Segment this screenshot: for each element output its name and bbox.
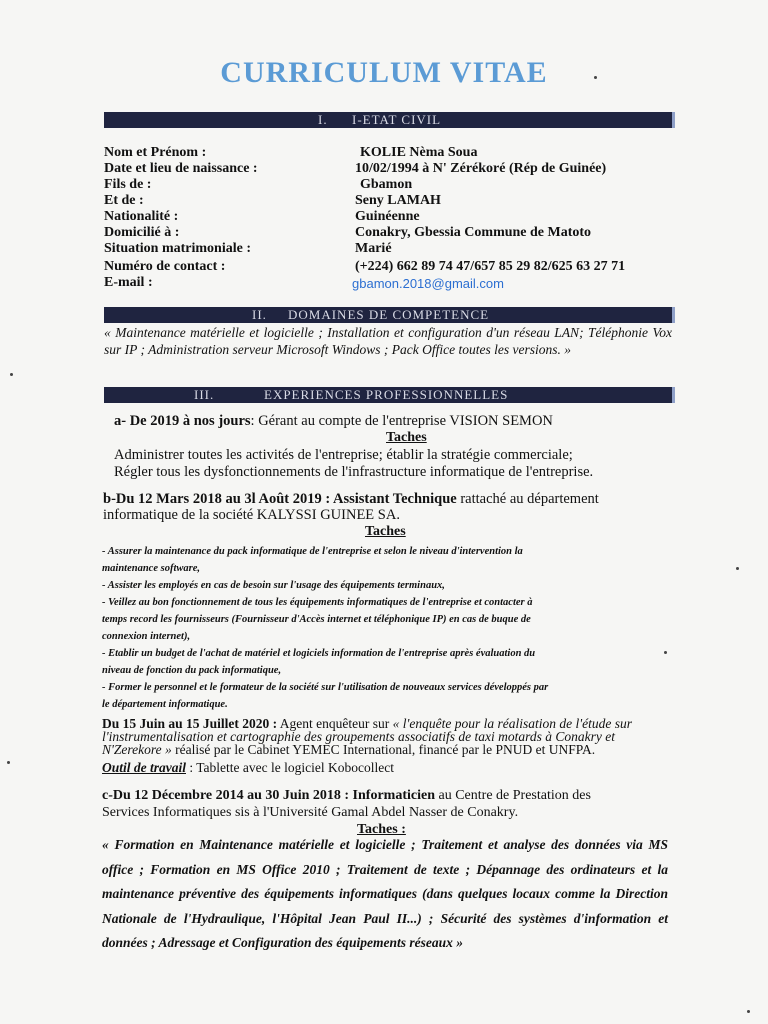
scan-speck: [736, 567, 739, 570]
scan-speck: [664, 651, 667, 654]
label-naissance: Date et lieu de naissance :: [104, 161, 258, 176]
scan-speck: [10, 373, 13, 376]
label-et-de: Et de :: [104, 193, 144, 208]
label-email: E-mail :: [104, 275, 153, 290]
section-title: EXPERIENCES PROFESSIONNELLES: [264, 387, 509, 402]
scan-speck: [7, 761, 10, 764]
value-et-de: Seny LAMAH: [355, 193, 441, 208]
label-nom: Nom et Prénom :: [104, 145, 207, 160]
experience-enqueteur: [102, 717, 672, 756]
value-contact: (+224) 662 89 74 47/657 85 29 82/625 63 27 71: [355, 259, 626, 274]
section-header-experiences: [104, 387, 675, 403]
label-situation: Situation matrimoniale :: [104, 241, 251, 256]
experience-b-task-line: - Etablir un budget de l'achat de matériel et logiciels information de l'entreprise après évaluation du: [102, 648, 536, 659]
label-domicile: Domicilié à :: [104, 225, 180, 240]
value-domicile: Conakry, Gbessia Commune de Matoto: [355, 225, 592, 240]
value-email-link[interactable]: gbamon.2018@gmail.com: [352, 276, 504, 291]
experience-b-dates-role: b-Du 12 Mars 2018 au 3l Août 2019 : Assistant Technique: [103, 491, 457, 507]
experience-a-role: : Gérant au compte de l'entreprise VISION SEMON: [250, 413, 553, 429]
value-fils-de: Gbamon: [360, 177, 413, 192]
experience-b-task-line: niveau de fonction du pack informatique,: [102, 665, 282, 676]
experience-enqueteur-details: réalisé par le Cabinet YEMEC International, financé par le PNUD et UNFPA.: [171, 742, 596, 757]
experience-c-taches-label: Taches :: [357, 822, 406, 837]
experience-a-task-1: Administrer toutes les activités de l'entreprise; établir la stratégie commerciale;: [114, 447, 573, 463]
value-nom: KOLIE Nèma Soua: [360, 145, 478, 160]
experience-b-task-line: - Assister les employés en cas de besoin sur l'usage des équipements terminaux,: [102, 580, 445, 591]
section-number: I.: [318, 112, 328, 127]
experience-b-task-line: - Veillez au bon fonctionnement de tous les équipements informatiques de l'entreprise et contacter à: [102, 597, 533, 608]
label-contact: Numéro de contact :: [104, 259, 226, 274]
experience-b-heading: [103, 491, 599, 508]
experience-a-heading: [114, 413, 553, 430]
section-title: DOMAINES DE COMPETENCE: [288, 307, 490, 322]
value-nationalite: Guinéenne: [355, 209, 420, 224]
scan-speck: [747, 1010, 750, 1013]
label-fils-de: Fils de :: [104, 177, 152, 192]
value-situation: Marié: [355, 241, 392, 256]
section-number: III.: [194, 387, 215, 402]
experience-b-task-line: - Assurer la maintenance du pack informatique de l'entreprise et selon le niveau d'intervention la: [102, 546, 523, 557]
section-header-competences: [104, 307, 675, 323]
tool-value: : Tablette avec le logiciel Kobocollect: [186, 760, 394, 775]
experience-c-dates-role: c-Du 12 Décembre 2014 au 30 Juin 2018 : Informaticien: [102, 788, 435, 803]
section-number: II.: [252, 307, 267, 322]
experience-b-task-line: maintenance software,: [102, 563, 201, 574]
section-title: I-ETAT CIVIL: [352, 112, 442, 127]
experience-b-taches-label: Taches: [365, 524, 406, 539]
competences-text: « Maintenance matérielle et logicielle ; Installation et configuration d'un réseau LAN; Téléphonie Vox sur IP ; Administration serveur Microsoft Windows ; Pack Office toutes les versions. »: [104, 325, 672, 357]
section-header-etat-civil: [104, 112, 675, 128]
experience-b-task-line: temps record les fournisseurs (Fournisseur d'Accès internet et téléphonique IP) en cas de buque de: [102, 614, 531, 625]
experience-b-dept: rattaché au département: [456, 491, 599, 507]
document-title: CURRICULUM VITAE: [220, 56, 548, 89]
value-naissance: 10/02/1994 à N' Zérékoré (Rép de Guinée): [355, 161, 607, 176]
tool-label: Outil de travail: [102, 760, 186, 775]
experience-enqueteur-study: « l'enquête pour la réalisation de l'étude sur l'instrumentalisation et cartographie des groupements associatifs de taxi motards à Conakry et N'Zerekore »: [102, 716, 632, 757]
experience-b-task-line: - Former le personnel et le formateur de la société sur l'utilisation de nouveaux services développés par: [102, 682, 549, 693]
experience-enqueteur-tool: [102, 759, 394, 776]
scan-speck: [594, 76, 597, 79]
experience-b-company: informatique de la société KALYSSI GUINEE SA.: [103, 507, 400, 523]
experience-enqueteur-role: Agent enquêteur sur: [277, 716, 393, 731]
experience-c-center: au Centre de Prestation des: [435, 788, 591, 803]
experience-a-task-2: Régler tous les dysfonctionnements de l'infrastructure informatique de l'entreprise.: [114, 464, 594, 480]
label-nationalite: Nationalité :: [104, 209, 179, 224]
experience-c-location: Services Informatiques sis à l'Université Gamal Abdel Nasser de Conakry.: [102, 805, 519, 820]
experience-a-dates: a- De 2019 à nos jours: [114, 413, 251, 429]
experience-b-task-line: connexion internet),: [102, 631, 191, 642]
experience-c-tasks-text: « Formation en Maintenance matérielle et logicielle ; Traitement et analyse des données via MS office ; Formation en MS Office 2010 ; Traitement de texte ; Dépannage des ordinateurs et la maintenance préventive des équipements informatiques (dans quelques locaux comme la Direction Nationale de l'Hydraulique, l'Hôpital Jean Paul II...) ; Sécurité des systèmes d'information et données ; Adressage et Configuration des équipements réseaux »: [102, 837, 668, 950]
experience-b-task-line: le département informatique.: [102, 699, 228, 710]
experience-enqueteur-dates: Du 15 Juin au 15 Juillet 2020 :: [102, 716, 278, 731]
experience-c-heading: [102, 787, 668, 804]
experience-a-taches-label: Taches: [386, 430, 427, 445]
